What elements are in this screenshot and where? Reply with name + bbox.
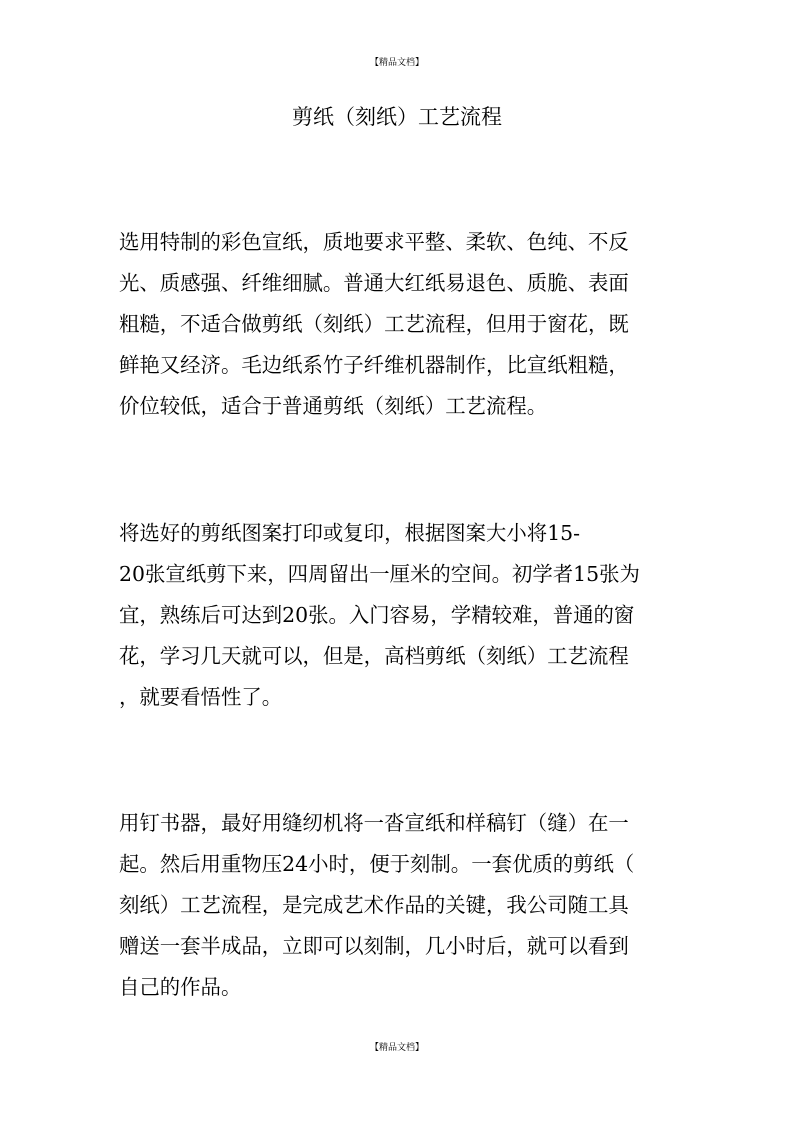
paragraph-line: 将选好的剪纸图案打印或复印，根据图案大小将15- xyxy=(119,521,581,545)
paragraph-line: 宜，熟练后可达到20张。入门容易，学精较难，普通的窗 xyxy=(119,603,635,627)
paragraph-line: 价位较低，适合于普通剪纸（刻纸）工艺流程。 xyxy=(119,394,548,418)
paragraph-line: 起。然后用重物压24小时，便于刻制。一套优质的剪纸（ xyxy=(119,852,635,876)
paragraph-line: 刻纸）工艺流程，是完成艺术作品的关键，我公司随工具 xyxy=(119,893,629,917)
document-title: 剪纸（刻纸）工艺流程 xyxy=(292,105,502,129)
page-footer-tag: 【精品文档】 xyxy=(369,1043,424,1053)
paragraph-line: 自己的作品。 xyxy=(119,975,242,999)
paragraph-line: ，就要看悟性了。 xyxy=(119,685,283,709)
paragraph-line: 花，学习几天就可以，但是，高档剪纸（刻纸）工艺流程 xyxy=(119,644,629,668)
paragraph-binding xyxy=(119,803,659,1008)
paragraph-line: 20张宣纸剪下来，四周留出一厘米的空间。初学者15张为 xyxy=(119,562,640,586)
paragraph-line: 赠送一套半成品，立即可以刻制，几小时后，就可以看到 xyxy=(119,934,629,958)
paragraph-line: 粗糙，不适合做剪纸（刻纸）工艺流程，但用于窗花，既 xyxy=(119,312,629,336)
paragraph-pattern-printing xyxy=(119,513,659,718)
paragraph-line: 选用特制的彩色宣纸，质地要求平整、柔软、色纯、不反 xyxy=(119,230,629,254)
paragraph-line: 鲜艳又经济。毛边纸系竹子纤维机器制作，比宣纸粗糙， xyxy=(119,353,629,377)
paragraph-line: 用钉书器，最好用缝纫机将一沓宣纸和样稿钉（缝）在一 xyxy=(119,811,629,835)
page-header-tag: 【精品文档】 xyxy=(369,58,424,68)
paragraph-paper-selection xyxy=(119,222,659,427)
paragraph-line: 光、质感强、纤维细腻。普通大红纸易退色、质脆、表面 xyxy=(119,271,629,295)
